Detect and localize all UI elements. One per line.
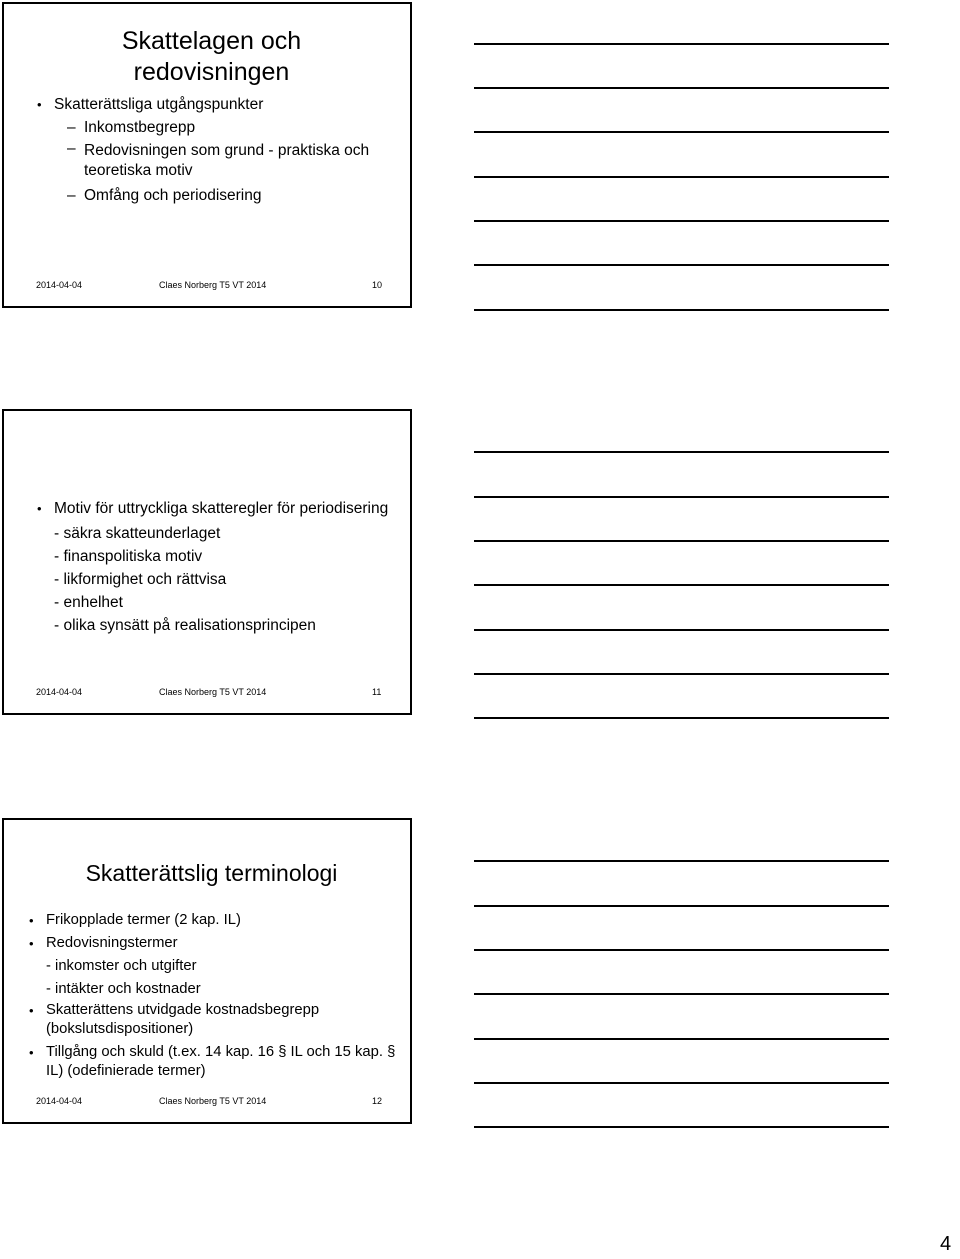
footer-date: 2014-04-04: [36, 280, 83, 290]
footer-author: Claes Norberg T5 VT 2014: [159, 1096, 267, 1106]
bullet-item: • Redovisningstermer: [26, 932, 406, 955]
note-line: [474, 717, 889, 719]
slide-footer: [4, 1096, 410, 1108]
slide-12: [2, 818, 412, 1124]
dash-item: - likformighet och rättvisa: [54, 571, 227, 588]
dash-item: - säkra skatteunderlaget: [54, 525, 221, 542]
slide-bullet-list: [34, 499, 404, 637]
footer-slide-number: 10: [372, 280, 383, 290]
slide-footer: [4, 687, 410, 699]
dash-item: - olika synsätt på realisationsprincipen: [54, 617, 316, 634]
bullet-item: • Skatterättens utvidgade kostnadsbegrepp (bokslutsdispositioner): [26, 1001, 406, 1039]
slide-11: [2, 409, 412, 715]
note-line: [474, 949, 889, 951]
note-line: [474, 176, 889, 178]
note-line: [474, 131, 889, 133]
note-line: [474, 540, 889, 542]
note-line: [474, 993, 889, 995]
bullet-item: • Motiv för uttryckliga skatteregler för periodisering: [34, 499, 404, 522]
dash-item: - intäkter och kostnader: [46, 981, 201, 997]
page-number: 4: [940, 1233, 952, 1255]
note-line: [474, 860, 889, 862]
sub-bullet-item: – Inkomstbegrepp: [34, 116, 404, 139]
footer-author: Claes Norberg T5 VT 2014: [159, 687, 267, 697]
slide-bullet-list: [26, 909, 406, 1085]
bullet-item: • Skatterättsliga utgångspunkter: [34, 93, 404, 116]
note-line: [474, 451, 889, 453]
note-line: [474, 1082, 889, 1084]
note-line: [474, 629, 889, 631]
sub-bullet-item: – Redovisningen som grund - praktiska och teoretiska motiv: [34, 139, 404, 184]
note-line: [474, 673, 889, 675]
footer-author: Claes Norberg T5 VT 2014: [159, 280, 267, 290]
note-line: [474, 220, 889, 222]
footer-slide-number: 11: [372, 687, 382, 697]
slide-title: Skattelagen och redovisningen: [121, 27, 302, 86]
bullet-item: • Tillgång och skuld (t.ex. 14 kap. 16 § IL och 15 kap. § IL) (odefinierade termer): [26, 1043, 406, 1081]
note-line: [474, 584, 889, 586]
note-line: [474, 1126, 889, 1128]
sub-bullet-item: – Omfång och periodisering: [34, 184, 404, 207]
slide-footer: [4, 280, 410, 292]
footer-date: 2014-04-04: [36, 687, 83, 697]
slide-10: [2, 2, 412, 308]
note-line: [474, 309, 889, 311]
dash-item: - finanspolitiska motiv: [54, 548, 203, 565]
note-line: [474, 87, 889, 89]
dash-item: - inkomster och utgifter: [46, 958, 197, 974]
dash-item: - enhelhet: [54, 594, 123, 611]
footer-date: 2014-04-04: [36, 1096, 83, 1106]
note-line: [474, 264, 889, 266]
footer-slide-number: 12: [372, 1096, 383, 1106]
slide-title: Skatterättslig terminologi: [85, 860, 338, 886]
note-line: [474, 43, 889, 45]
note-line: [474, 496, 889, 498]
bullet-item: • Frikopplade termer (2 kap. IL): [26, 909, 406, 932]
note-line: [474, 905, 889, 907]
note-line: [474, 1038, 889, 1040]
slide-bullet-list: [34, 93, 404, 207]
